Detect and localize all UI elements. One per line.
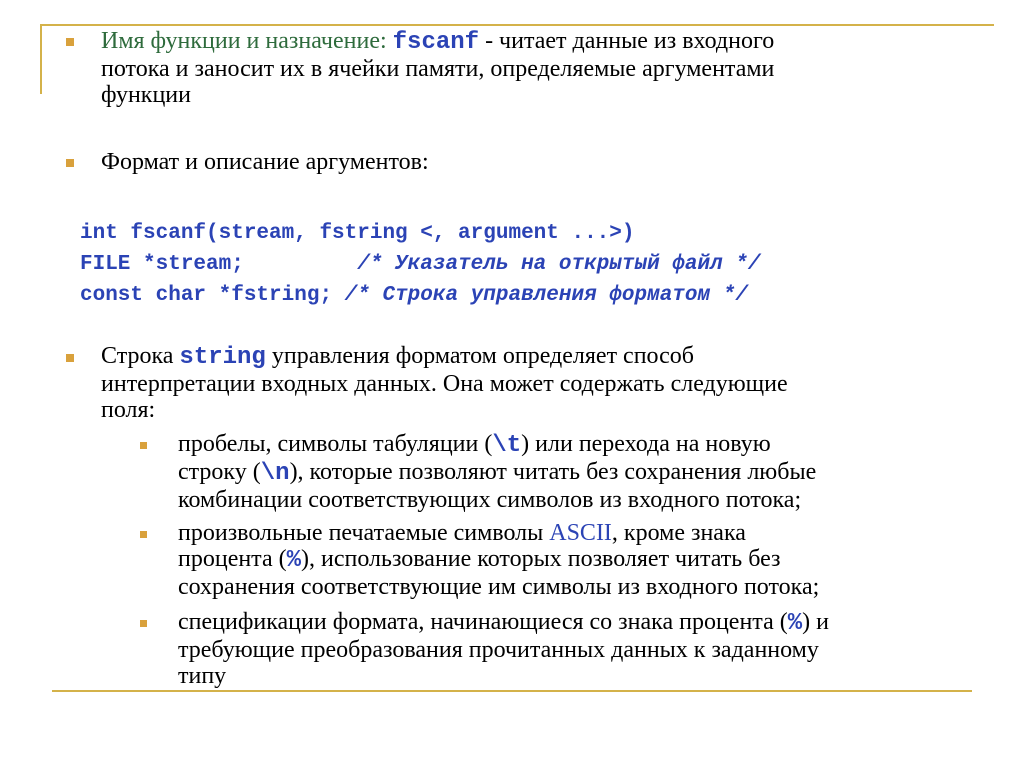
code-block xyxy=(80,218,761,311)
newline-escape-code: \n xyxy=(260,460,290,487)
spec-line3: типу xyxy=(178,663,227,689)
format-string-line1: управления форматом определяет способ xyxy=(265,343,695,369)
whitespace-line1a: пробелы, символы табуляции ( xyxy=(178,431,493,457)
sub-bullet-spec xyxy=(178,609,829,689)
code-comment-stream: /* Указатель на открытый файл */ xyxy=(357,253,761,276)
ascii-line3: сохранения соответствующие им символы из входного потока; xyxy=(178,574,820,600)
spec-line2: требующие преобразования прочитанных данных к заданному xyxy=(178,637,819,663)
bullet-square-icon xyxy=(66,38,74,46)
sub-bullet-ascii xyxy=(178,520,819,600)
format-string-line2: интерпретации входных данных. Она может содержать следующие xyxy=(101,371,788,397)
ascii-term: ASCII xyxy=(549,520,612,546)
code-decl-fstring: const char *fstring; xyxy=(80,284,345,307)
code-line-fstring xyxy=(80,280,761,311)
spec-line1a: спецификации формата, начинающиеся со знака процента ( xyxy=(178,609,788,635)
sub-bullet-whitespace xyxy=(178,431,816,513)
format-string-prefix: Строка xyxy=(101,343,180,369)
function-desc-line3: функции xyxy=(101,82,191,108)
sub-bullet-square-icon xyxy=(140,531,147,538)
format-string-code: string xyxy=(179,344,266,371)
bullet-square-icon xyxy=(66,354,74,362)
sub-bullet-square-icon xyxy=(140,620,147,627)
code-line-signature: int fscanf(stream, fstring <, argument ...>) xyxy=(80,222,635,245)
top-horizontal-rule xyxy=(40,24,994,26)
whitespace-line3: комбинации соответствующих символов из входного потока; xyxy=(178,487,802,513)
whitespace-line1b: ) или перехода на новую xyxy=(521,431,771,457)
bottom-horizontal-rule xyxy=(52,690,972,692)
code-decl-stream: FILE *stream; xyxy=(80,253,358,276)
function-label: Имя функции и назначение: xyxy=(101,28,393,54)
spec-line1b: ) и xyxy=(802,609,829,635)
sub-bullet-square-icon xyxy=(140,442,147,449)
tab-escape-code: \t xyxy=(492,432,522,459)
whitespace-line2b: ), которые позволяют читать без сохранения любые xyxy=(289,459,817,485)
function-desc-line2: потока и заносит их в ячейки памяти, определяемые аргументами xyxy=(101,56,775,82)
format-string-line3: поля: xyxy=(101,397,156,423)
whitespace-line2a: строку ( xyxy=(178,459,261,485)
code-line-stream xyxy=(80,249,761,280)
left-vertical-rule xyxy=(40,24,42,94)
percent-code: % xyxy=(286,547,302,574)
bullet-format-string xyxy=(101,343,788,423)
function-code: fscanf xyxy=(392,29,480,56)
function-desc-line1: - читает данные из входного xyxy=(479,28,775,54)
bullet-format-heading xyxy=(101,149,429,175)
bullet-function-name xyxy=(101,28,774,108)
ascii-line2a: процента ( xyxy=(178,546,287,572)
format-heading-text: Формат и описание аргументов: xyxy=(101,149,429,175)
ascii-line1a: произвольные печатаемые символы xyxy=(178,520,550,546)
bullet-square-icon xyxy=(66,159,74,167)
ascii-line1b: , кроме знака xyxy=(611,520,746,546)
ascii-line2b: ), использование которых позволяет читать без xyxy=(301,546,781,572)
spec-percent-code: % xyxy=(787,610,803,637)
code-comment-fstring: /* Строка управления форматом */ xyxy=(344,284,748,307)
